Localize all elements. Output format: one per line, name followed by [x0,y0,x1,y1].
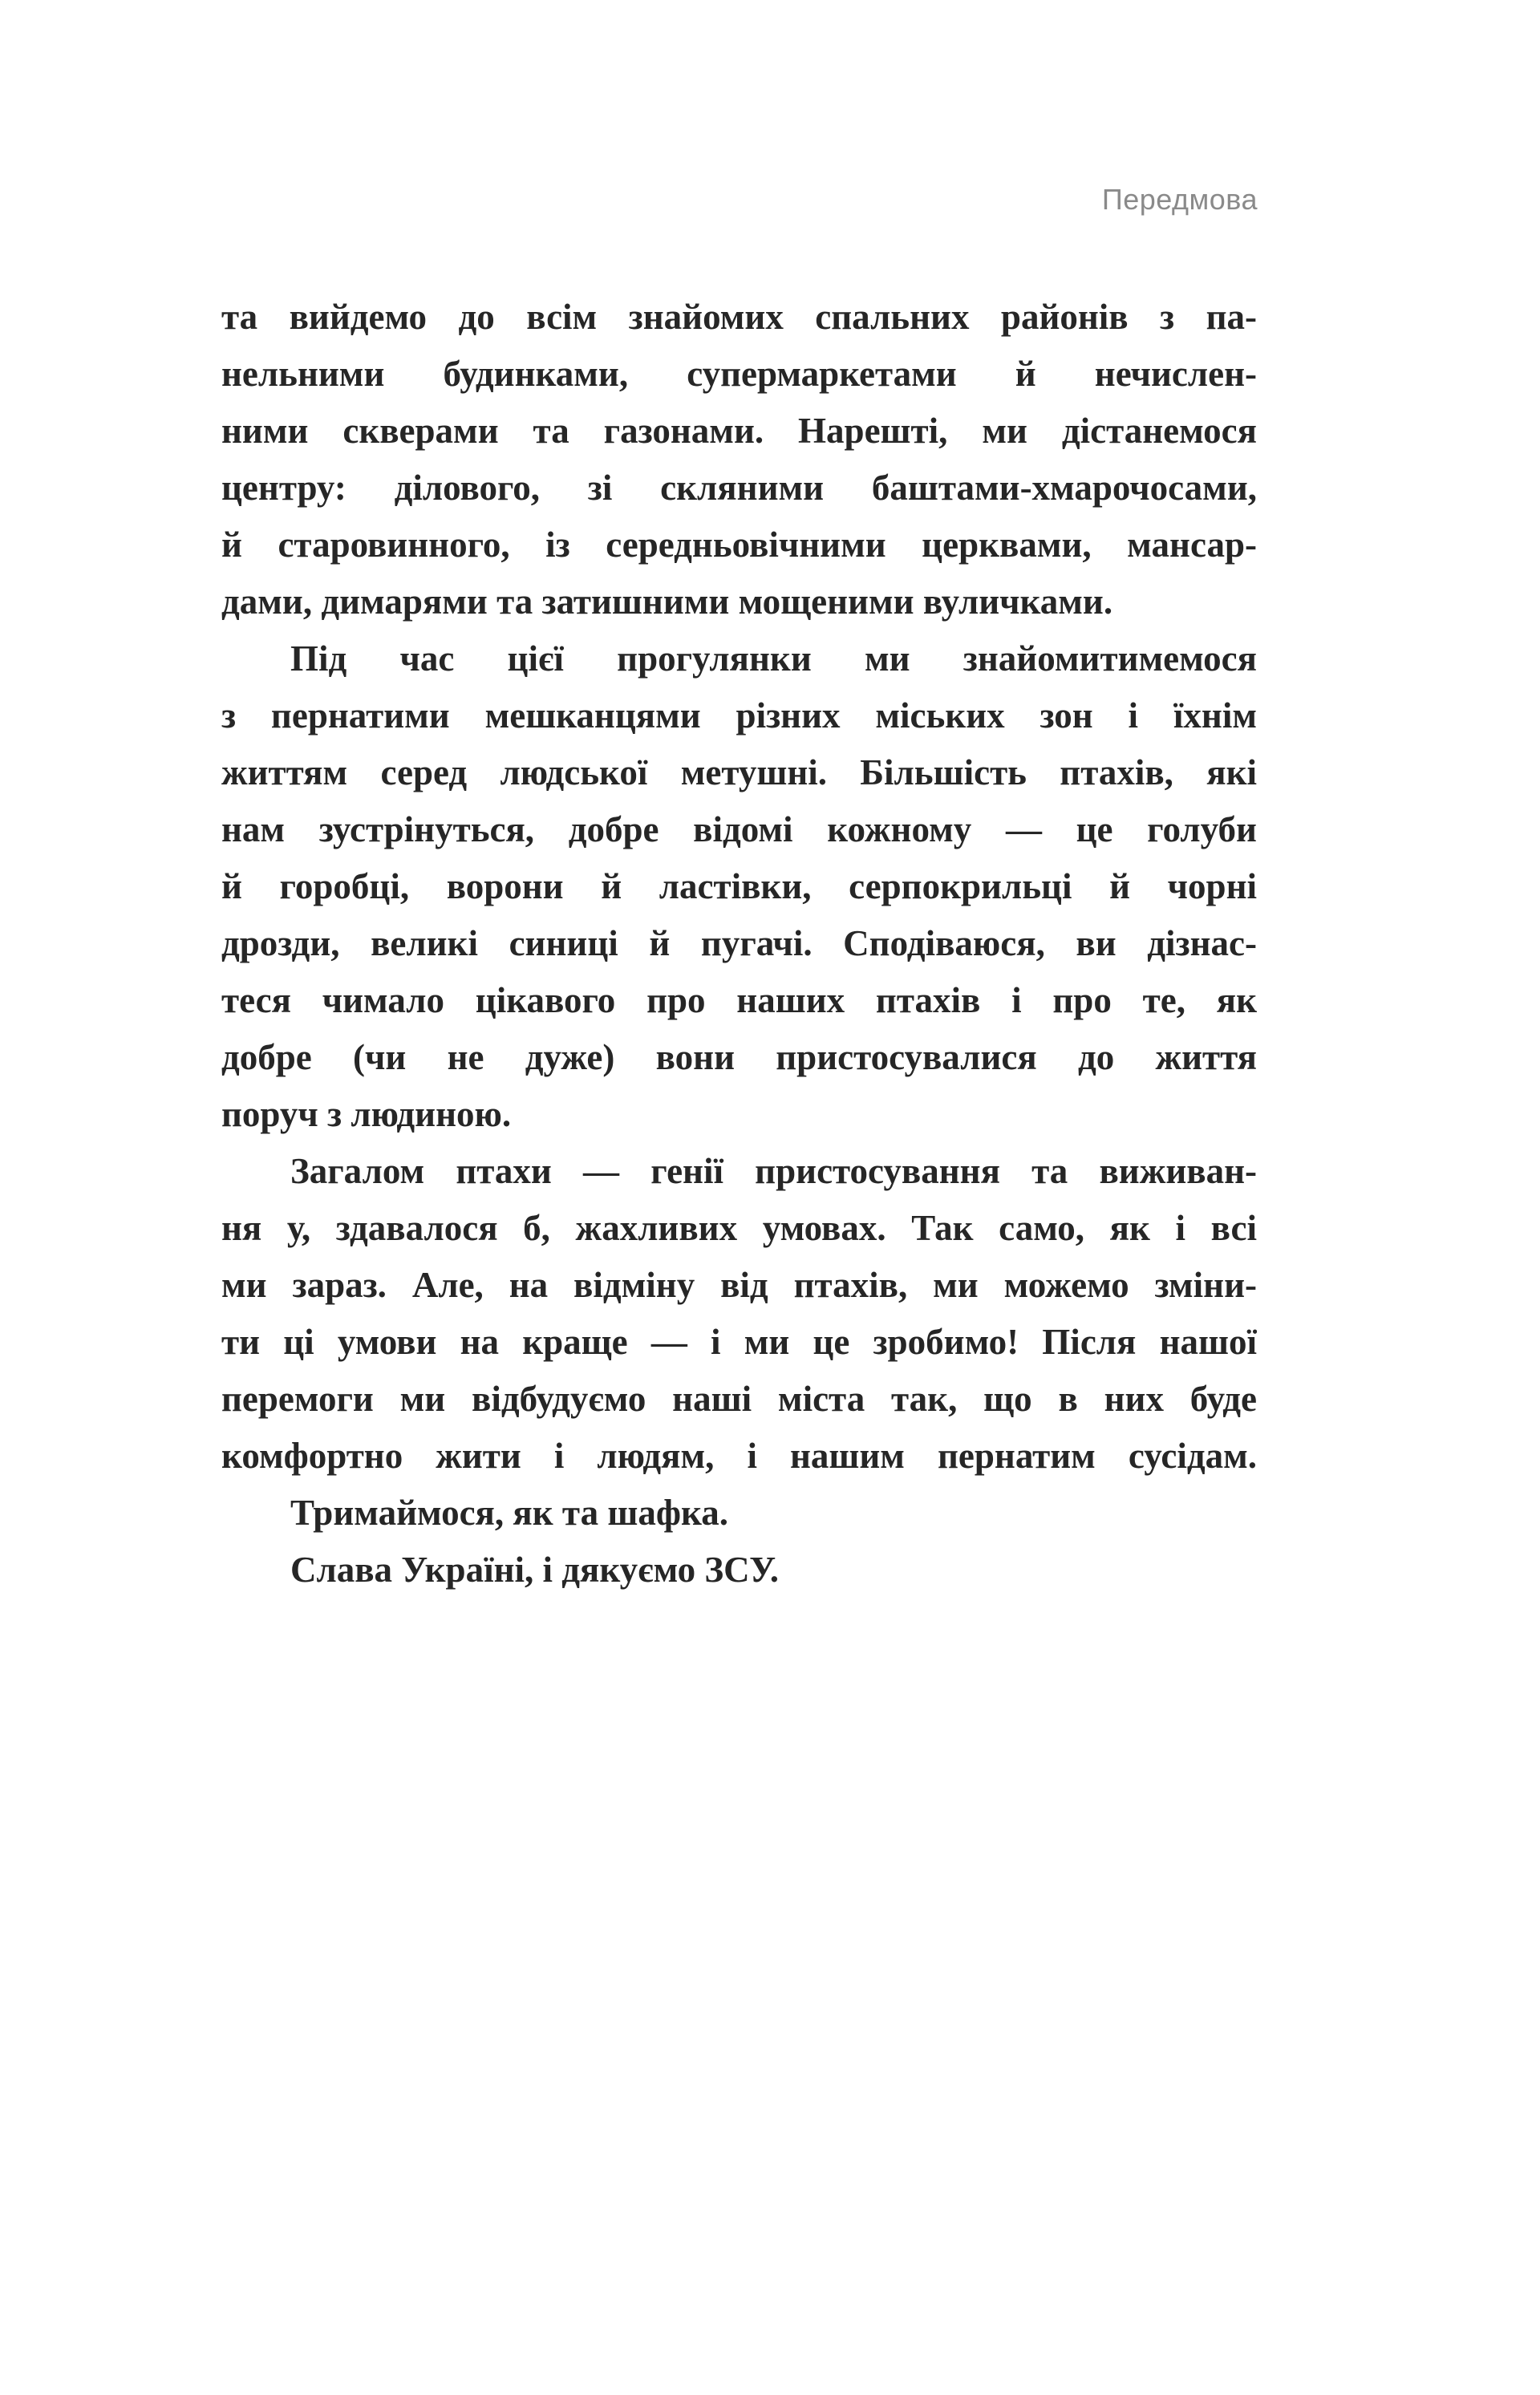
text-line: та вийдемо до всім знайомих спальних районів з па- [221,297,1257,337]
text-line: комфортно жити і людям, і нашим пернатим сусідам. [221,1436,1257,1476]
text-line: добре (чи не дуже) вони пристосувалися до життя [221,1037,1257,1077]
text-line: ня у, здавалося б, жахливих умовах. Так само, як і всі [221,1208,1257,1248]
text-line: Загалом птахи — генії пристосування та виживан- [290,1151,1257,1191]
running-head: Передмова [1101,183,1258,216]
text-line: ти ці умови на краще — і ми це зробимо! Після нашої [221,1322,1257,1362]
text-line: Під час цієї прогулянки ми знайомитимемося [290,638,1257,679]
text-line: Слава Україні, і дякуємо ЗСУ. [290,1550,780,1590]
text-line: Тримаймося, як та шафка. [290,1493,728,1533]
text-line: дами, димарями та затишними мощеними вуличками. [221,582,1113,622]
text-line: ми зараз. Але, на відміну від птахів, ми можемо зміни- [221,1265,1257,1305]
text-line: нам зустрінуться, добре відомі кожному — це голуби [221,809,1257,849]
text-line: й горобці, ворони й ластівки, серпокрильці й чорні [221,866,1257,906]
text-line: нельними будинками, супермаркетами й нечислен- [221,354,1257,394]
text-line: теся чимало цікавого про наших птахів і про те, як [221,980,1257,1020]
text-line: центру: ділового, зі скляними баштами-хмарочосами, [221,468,1257,508]
text-line: дрозди, великі синиці й пугачі. Сподіваюся, ви дізнас- [221,923,1257,963]
body-text [221,289,1257,1599]
text-line: з пернатими мешканцями різних міських зон і їхнім [221,695,1257,736]
text-line: життям серед людської метушні. Більшість птахів, які [221,752,1257,792]
text-line: перемоги ми відбудуємо наші міста так, що в них буде [221,1379,1257,1419]
text-line: й старовинного, із середньовічними церквами, мансар- [221,525,1257,565]
text-line: поруч з людиною. [221,1094,512,1134]
text-line: ними скверами та газонами. Нарешті, ми дістанемося [221,411,1257,451]
